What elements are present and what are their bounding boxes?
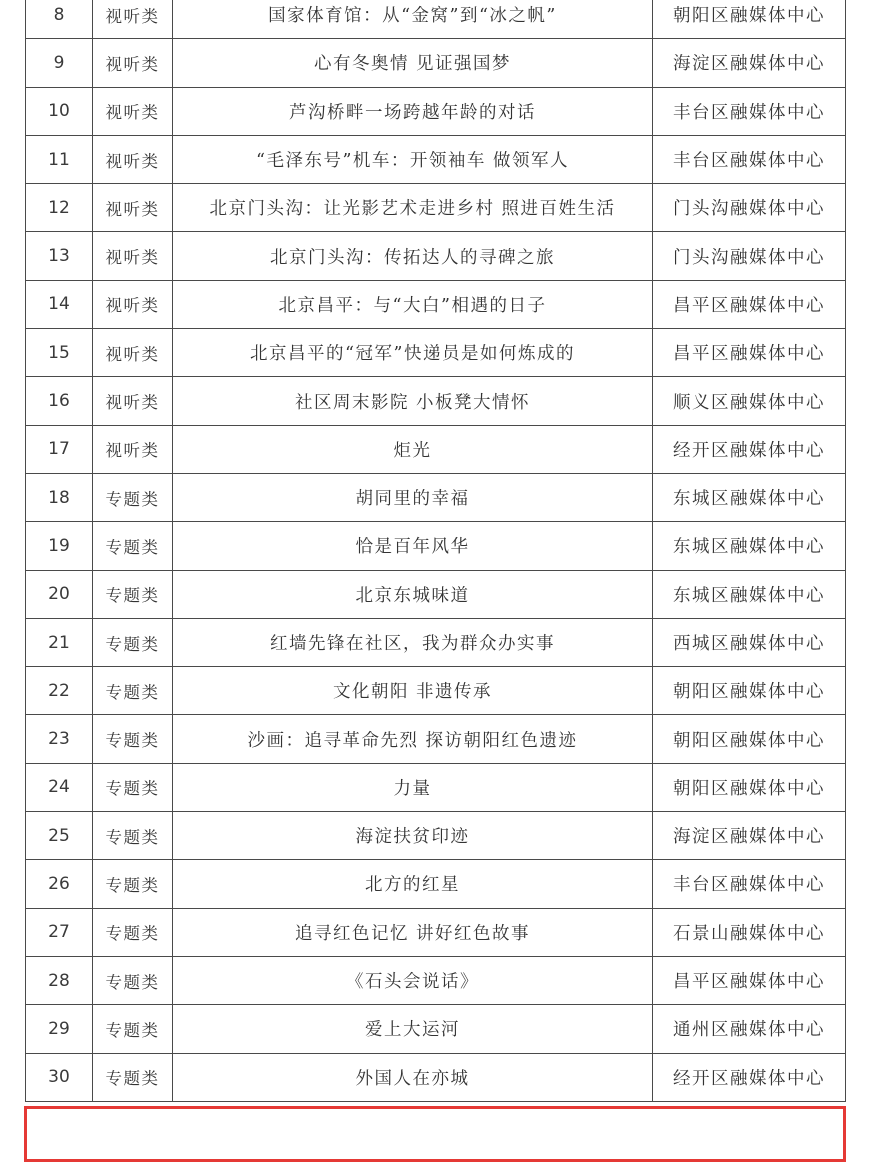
row-category: 视听类: [93, 184, 173, 232]
table-row: [26, 0, 846, 39]
row-number: 19: [26, 522, 93, 570]
row-title: 北京门头沟：让光影艺术走进乡村 照进百姓生活: [173, 184, 653, 232]
row-organization: 东城区融媒体中心: [653, 522, 846, 570]
table-row: [26, 280, 846, 328]
row-title: 爱上大运河: [173, 1005, 653, 1053]
row-category: 视听类: [93, 0, 173, 39]
row-category: 专题类: [93, 667, 173, 715]
row-organization: 丰台区融媒体中心: [653, 135, 846, 183]
table-row: [26, 473, 846, 521]
row-title: 外国人在亦城: [173, 1053, 653, 1101]
row-number: 23: [26, 715, 93, 763]
table-row: [26, 570, 846, 618]
row-title: 胡同里的幸福: [173, 473, 653, 521]
row-category: 专题类: [93, 1005, 173, 1053]
table-row: [26, 377, 846, 425]
row-category: 视听类: [93, 87, 173, 135]
row-category: 视听类: [93, 425, 173, 473]
row-organization: 东城区融媒体中心: [653, 570, 846, 618]
row-title: 炬光: [173, 425, 653, 473]
table-row: [26, 667, 846, 715]
row-organization: 门头沟融媒体中心: [653, 184, 846, 232]
row-category: 专题类: [93, 908, 173, 956]
row-organization: 石景山融媒体中心: [653, 908, 846, 956]
row-title: 国家体育馆：从“金窝”到“冰之帆”: [173, 0, 653, 39]
row-number: 25: [26, 812, 93, 860]
row-number: 8: [26, 0, 93, 39]
row-number: 24: [26, 763, 93, 811]
row-title: 沙画：追寻革命先烈 探访朝阳红色遗迹: [173, 715, 653, 763]
row-number: 15: [26, 329, 93, 377]
row-category: 视听类: [93, 329, 173, 377]
row-organization: 通州区融媒体中心: [653, 1005, 846, 1053]
table-row: [26, 618, 846, 666]
row-organization: 朝阳区融媒体中心: [653, 715, 846, 763]
row-number: 16: [26, 377, 93, 425]
row-category: 专题类: [93, 812, 173, 860]
row-title: 社区周末影院 小板凳大情怀: [173, 377, 653, 425]
row-title: 北京东城味道: [173, 570, 653, 618]
table-row: [26, 812, 846, 860]
row-number: 27: [26, 908, 93, 956]
row-title: 心有冬奥情 见证强国梦: [173, 39, 653, 87]
row-category: 专题类: [93, 956, 173, 1004]
row-title: 文化朝阳 非遗传承: [173, 667, 653, 715]
row-category: 专题类: [93, 473, 173, 521]
row-organization: 经开区融媒体中心: [653, 425, 846, 473]
row-category: 视听类: [93, 280, 173, 328]
row-title: 追寻红色记忆 讲好红色故事: [173, 908, 653, 956]
row-number: 21: [26, 618, 93, 666]
row-number: 28: [26, 956, 93, 1004]
award-list-table-wrapper: [25, 0, 845, 1102]
row-number: 9: [26, 39, 93, 87]
row-organization: 朝阳区融媒体中心: [653, 763, 846, 811]
row-title: 力量: [173, 763, 653, 811]
award-list-table: [25, 0, 846, 1102]
row-category: 视听类: [93, 135, 173, 183]
row-category: 专题类: [93, 860, 173, 908]
row-organization: 东城区融媒体中心: [653, 473, 846, 521]
row-title: 恰是百年风华: [173, 522, 653, 570]
row-category: 专题类: [93, 1053, 173, 1101]
row-category: 专题类: [93, 763, 173, 811]
table-row: [26, 329, 846, 377]
row-organization: 西城区融媒体中心: [653, 618, 846, 666]
row-number: 30: [26, 1053, 93, 1101]
table-row: [26, 1053, 846, 1101]
row-number: 17: [26, 425, 93, 473]
row-organization: 朝阳区融媒体中心: [653, 0, 846, 39]
table-row: [26, 135, 846, 183]
table-row: [26, 232, 846, 280]
table-row: [26, 425, 846, 473]
row-category: 专题类: [93, 570, 173, 618]
row-organization: 昌平区融媒体中心: [653, 280, 846, 328]
table-row: [26, 763, 846, 811]
table-row: [26, 87, 846, 135]
row-number: 22: [26, 667, 93, 715]
row-number: 18: [26, 473, 93, 521]
row-organization: 顺义区融媒体中心: [653, 377, 846, 425]
row-title: “毛泽东号”机车：开领袖车 做领军人: [173, 135, 653, 183]
row-category: 专题类: [93, 522, 173, 570]
row-organization: 经开区融媒体中心: [653, 1053, 846, 1101]
row-title: 芦沟桥畔一场跨越年龄的对话: [173, 87, 653, 135]
row-title: 北京昌平的“冠军”快递员是如何炼成的: [173, 329, 653, 377]
row-organization: 朝阳区融媒体中心: [653, 667, 846, 715]
row-category: 视听类: [93, 377, 173, 425]
row-number: 14: [26, 280, 93, 328]
table-row: [26, 908, 846, 956]
row-number: 29: [26, 1005, 93, 1053]
highlight-box: [24, 1106, 846, 1162]
row-organization: 海淀区融媒体中心: [653, 39, 846, 87]
table-row: [26, 860, 846, 908]
row-organization: 昌平区融媒体中心: [653, 329, 846, 377]
row-number: 10: [26, 87, 93, 135]
row-category: 视听类: [93, 232, 173, 280]
row-organization: 门头沟融媒体中心: [653, 232, 846, 280]
table-row: [26, 522, 846, 570]
row-category: 专题类: [93, 618, 173, 666]
row-number: 20: [26, 570, 93, 618]
row-title: 北方的红星: [173, 860, 653, 908]
table-body: [26, 0, 846, 1101]
row-title: 海淀扶贫印迹: [173, 812, 653, 860]
table-row: [26, 715, 846, 763]
row-title: 北京昌平：与“大白”相遇的日子: [173, 280, 653, 328]
row-organization: 昌平区融媒体中心: [653, 956, 846, 1004]
row-number: 13: [26, 232, 93, 280]
table-row: [26, 1005, 846, 1053]
row-number: 12: [26, 184, 93, 232]
row-category: 专题类: [93, 715, 173, 763]
row-title: 红墙先锋在社区，我为群众办实事: [173, 618, 653, 666]
row-number: 11: [26, 135, 93, 183]
row-number: 26: [26, 860, 93, 908]
table-row: [26, 956, 846, 1004]
row-title: 《石头会说话》: [173, 956, 653, 1004]
row-category: 视听类: [93, 39, 173, 87]
table-row: [26, 184, 846, 232]
row-organization: 海淀区融媒体中心: [653, 812, 846, 860]
row-title: 北京门头沟：传拓达人的寻碑之旅: [173, 232, 653, 280]
row-organization: 丰台区融媒体中心: [653, 87, 846, 135]
row-organization: 丰台区融媒体中心: [653, 860, 846, 908]
table-row: [26, 39, 846, 87]
